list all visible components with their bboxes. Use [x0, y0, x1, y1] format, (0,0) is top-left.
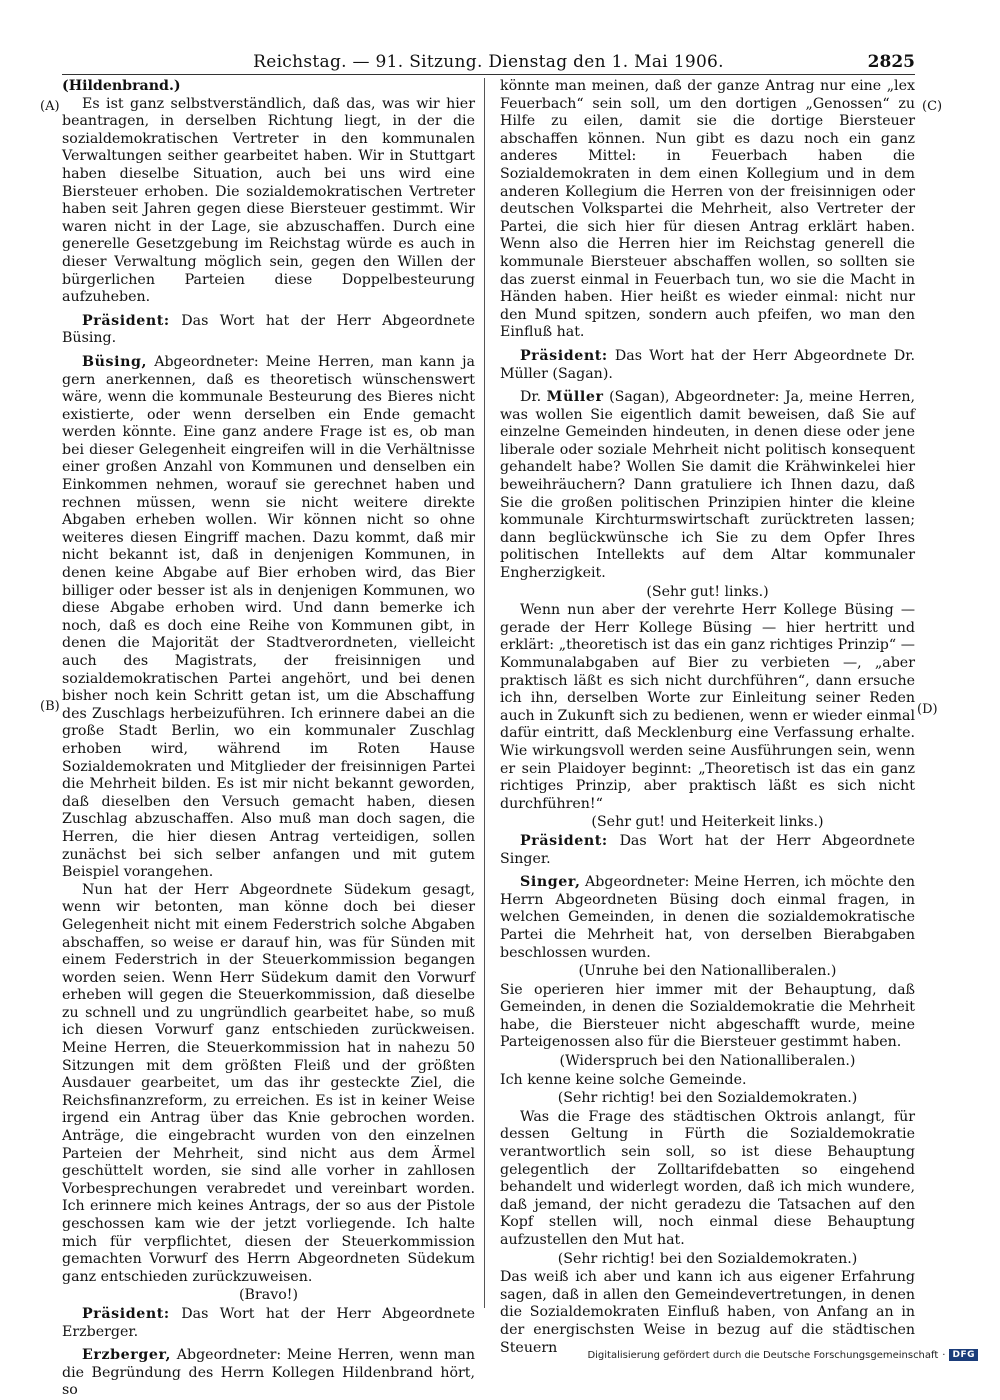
speaker-name: Präsident: — [520, 832, 608, 849]
speech-text: Abgeordneter: Meine Herren, man kann ja gern anerkennen, daß es theoretisch wünschenswert wäre, wenn die kommunale Besteurung des Bieres nicht existierte, oder wenn derselben ein Ende gemacht werden könnte. Eine ganz andere Frage ist es, ob man bei dieser Gelegenheit eingreifen will in die Verhältnisse einer großen Anzahl von Kommunen und denselben ein Einkommen nehmen, worauf sie gerechnet haben und rechnen müssen, wenn sie nicht weitere direkte Abgaben erheben wollen. Wir können nicht so ohne weiteres diesen Eingriff machen. Dazu kommt, daß mir nicht bekannt ist, daß in denjenigen Kommunen, in denen keine Abgabe auf Bier erhoben wird, das Bier billiger oder besser ist als in denjenigen Kommunen, wo diese Abgabe erhoben wird. Und dann bemerke ich noch, daß es doch eine Reihe von Kommunen gibt, in denen die Majorität der Stadtverordneten, vielleicht auch des Magistrats, der freisinnigen und sozialdemokratischen Partei angehört, und bei denen bisher noch kein Schritt getan ist, um die Abschaffung des Zuschlags herbeizuführen. Ich erinnere dabei an die große Stadt Berlin, wo ein kommunaler Zuschlag erhoben wird, während im Roten Hause Sozialdemokraten und Mitglieder der freisinnigen Partei die Mehrheit bilden. Es ist mir nicht bekannt geworden, daß dieselben den Versuch gemacht haben, diesen Zuschlag abzuschaffen. Also muß man doch sagen, die Herren, die hier diesen Antrag verteidigen, sollen zunächst bei sich selber anfangen und mit gutem Beispiel vorangehen. — [62, 353, 475, 881]
speech — [62, 354, 475, 882]
speech — [500, 874, 915, 962]
speaker-name: Erzberger, — [82, 1347, 172, 1364]
margin-mark-a: (A) — [40, 99, 60, 114]
running-title: Reichstag. — 91. Sitzung. Dienstag den 1. Mai 1906. — [253, 52, 724, 72]
speech-text: Abgeordneter: Meine Herren, wenn man die Begründung des Herrn Kollegen Hildenbrand hört, so — [62, 1347, 475, 1399]
paragraph: könnte man meinen, daß der ganze Antrag nur eine „lex Feuerbach“ sein soll, um den dortigen „Genossen“ zu Hilfe zu eilen, damit sie die dortige Biersteuer abschaffen können. Nun gibt es dazu noch ein ganz anderes Mittel: in Feuerbach haben die Sozialdemokraten in dem einen Kollegium und in dem anderen Kollegium die Herren von der freisinnigen oder deutschen Volkspartei die Mehrheit, also Vertreter der Partei, die sich hier für diesen Antrag erklärt haben. Wenn also die Herren hier im Reichstag generell die kommunale Biersteuer abschaffen wollen, so sollten sie das zuerst einmal in Feuerbach tun, wo sie die Macht in Händen haben. Hier heißt es wieder einmal: nicht nur den Mund spitzen, sondern auch pfeifen, wo man den Einfluß hat. — [500, 78, 915, 341]
speaker-name: Singer, — [520, 874, 581, 891]
interjection: (Bravo!) — [239, 1287, 298, 1304]
speaker-name: Müller — [546, 389, 604, 406]
paragraph: Sie operieren hier immer mit der Behauptung, daß Gemeinden, in denen die Sozialdemokratie die Mehrheit habe, die Biersteuer nicht abgeschafft wurde, meine Parteigenossen also für die Biersteuer gestimmt haben. — [500, 981, 915, 1051]
header-rule — [62, 74, 915, 75]
interjection: (Widerspruch bei den Nationalliberalen.) — [559, 1053, 856, 1070]
margin-mark-b: (B) — [40, 699, 60, 714]
paragraph: Das weiß ich aber und kann ich aus eigener Erfahrung sagen, daß in allen den Gemeindevertretungen, in denen die Sozialdemokraten Einfluß haben, von Anfang an in der energischsten Weise in bezug auf die städtischen Steuern — [500, 1269, 915, 1356]
president-remark — [62, 313, 475, 348]
speech — [62, 1347, 475, 1400]
remark-text: Das Wort hat der Herr Abgeordnete Singer. — [500, 832, 915, 867]
speaker-name: Präsident: — [82, 1305, 170, 1322]
remark-text: Das Wort hat der Herr Abgeordnete Büsing. — [62, 312, 475, 347]
speaker-title: Dr. — [520, 389, 542, 406]
paragraph: Wenn nun aber der verehrte Herr Kollege Büsing — gerade der Herr Kollege Büsing — hier hertritt und erklärt: „theoretisch ist das ein ganz richtiges Prinzip“ — Kommunalabgaben auf Bier zu verbieten —, „aber praktisch läßt es sich nicht durchführen“, dann ersuche ich ihn, derselben Worte zur Einleitung seiner Reden auch in Zukunft sich zu bedienen, wenn er wieder einmal dafür eintritt, daß Mecklenburg eine Verfassung erhalte. Wie wirkungsvoll werden seine Ausführungen sein, wenn er sein Plaidoyer beginnt: „Theoretisch ist das ein ganz richtiges Prinzip, aber praktisch läßt es sich nicht durchführen!“ — [500, 602, 915, 812]
margin-mark-d: (D) — [917, 702, 938, 717]
remark-text: Das Wort hat der Herr Abgeordnete Dr. Müller (Sagan). — [500, 347, 915, 382]
speech-text: Abgeordneter: Meine Herren, ich möchte den Herrn Abgeordneten Büsing doch einmal fragen, in welchen Gemeinden, in denen die sozialdemokratische Partei die Mehrheit hat, von derselben Bierabgaben beschlossen wurden. — [500, 874, 915, 961]
funding-footer — [587, 1349, 978, 1361]
speech — [500, 389, 915, 583]
president-remark — [500, 348, 915, 383]
speaker-name: Präsident: — [82, 312, 170, 329]
margin-mark-c: (C) — [922, 99, 943, 114]
interjection: (Sehr gut! und Heiterkeit links.) — [591, 814, 824, 831]
right-column — [500, 78, 915, 1357]
interjection: (Sehr richtig! bei den Sozialdemokraten.) — [557, 1090, 858, 1107]
interjection: (Sehr gut! links.) — [646, 583, 769, 600]
paragraph: Nun hat der Herr Abgeordnete Südekum gesagt, wenn wir betonten, man könne doch bei dieser Gelegenheit nicht mit einem Federstrich solche Abgaben abschaffen, so weise er darauf hin, was für Sünden mit einem Federstrich in der Steuerkommission begangen worden seien. Wenn Herr Südekum damit den Vorwurf erheben will gegen die Steuerkommission, daß dieselbe zu schnell und zu ungründlich gearbeitet habe, so muß ich diesen Vorwurf ganz entschieden zurückweisen. Meine Herren, die Steuerkommission hat in nahezu 50 Sitzungen mit dem größten Fleiß und der größten Ausdauer gearbeitet, um das ihr gesteckte Ziel, die Reichsfinanzreform, zu erreichen. Es ist in keiner Weise irgend ein Antrag über das Knie gebrochen worden. Anträge, die eingebracht wurden von den einzelnen Parteien der Mehrheit, sind nicht aus dem Ärmel geschüttelt worden, sie sind alle vorher in zahllosen Vorbesprechungen verabredet und vereinbart worden. Ich erinnere mich keines Antrags, der so aus der Pistole geschossen kam wie der jetzt vorliegende. Ich halte mich für verpflichtet, diesen der Steuerkommission gemachten Vorwurf des Herrn Abgeordneten Südekum ganz entschieden zurückzuweisen. — [62, 881, 475, 1285]
paragraph: Es ist ganz selbstverständlich, daß das, was wir hier beantragen, in derselben Richtung liegt, in der die sozialdemokratischen Vertreter in den kommunalen Verwaltungen seither gearbeitet haben. Wir in Stuttgart haben dieselbe Situation, auch bei uns wird eine Biersteuer erhoben. Die sozialdemokratischen Vertreter haben seit Jahren gegen diese Biersteuer gestimmt. Wir waren nicht in der Lage, sie abzuschaffen. Durch eine generelle Gesetzgebung im Reichstag würde es auch in dieser Verwaltung möglich sein, gegen den Willen der bürgerlichen Parteien diese Doppelbesteurung aufzuheben. — [62, 95, 475, 306]
dfg-logo: DFG — [949, 1349, 978, 1361]
president-remark — [62, 1306, 475, 1341]
remark-text: Das Wort hat der Herr Abgeordnete Erzberger. — [62, 1305, 475, 1340]
footer-separator-icon: · — [942, 1349, 946, 1361]
page-number: 2825 — [867, 52, 915, 72]
speaker-name: Präsident: — [520, 347, 608, 364]
paragraph: Was die Frage des städtischen Oktrois anlangt, für dessen Geltung in Fürth die Sozialdemokratie verantwortlich sein soll, so ist diese Behauptung gelegentlich der Zolltarifdebatten so eingehend behandelt und widerlegt worden, daß ich mich wundere, daß jemand, der nicht geradezu die Tatsachen auf den Kopf stellen will, noch einmal diese Behauptung aufzustellen den Mut hat. — [500, 1108, 915, 1248]
interjection: (Sehr richtig! bei den Sozialdemokraten.) — [557, 1250, 858, 1267]
speaker-name: Büsing, — [82, 353, 148, 370]
footer-text: Digitalisierung gefördert durch die Deutsche Forschungsgemeinschaft — [587, 1349, 939, 1361]
interjection: (Unruhe bei den Nationalliberalen.) — [578, 963, 837, 980]
paragraph: Ich kenne keine solche Gemeinde. — [500, 1071, 747, 1088]
speech-text: (Sagan), Abgeordneter: Ja, meine Herren, was wollen Sie eigentlich damit beweisen, daß Sie auf einzelne Gemeinden hindeuten, in denen diese oder jene liberale oder soziale Mehrheit nicht politisch konsequent gehandelt habe? Wollen Sie damit die Krähwinkelei hier beweihräuchern? Dann gratuliere ich Ihnen dazu, daß Sie die großen politischen Prinzipien hinter die kleine kommunale Kirchturmswirtschaft zurücktreten lassen; dann beglückwünsche ich Sie zu dem Opfer Ihres politischen Intellekts auf dem Altar kommunaler Engherzigkeit. — [500, 389, 915, 582]
president-remark — [500, 833, 915, 868]
left-column — [62, 78, 475, 1400]
speaker-continuation: (Hildenbrand.) — [62, 78, 181, 94]
column-divider — [484, 78, 485, 1308]
